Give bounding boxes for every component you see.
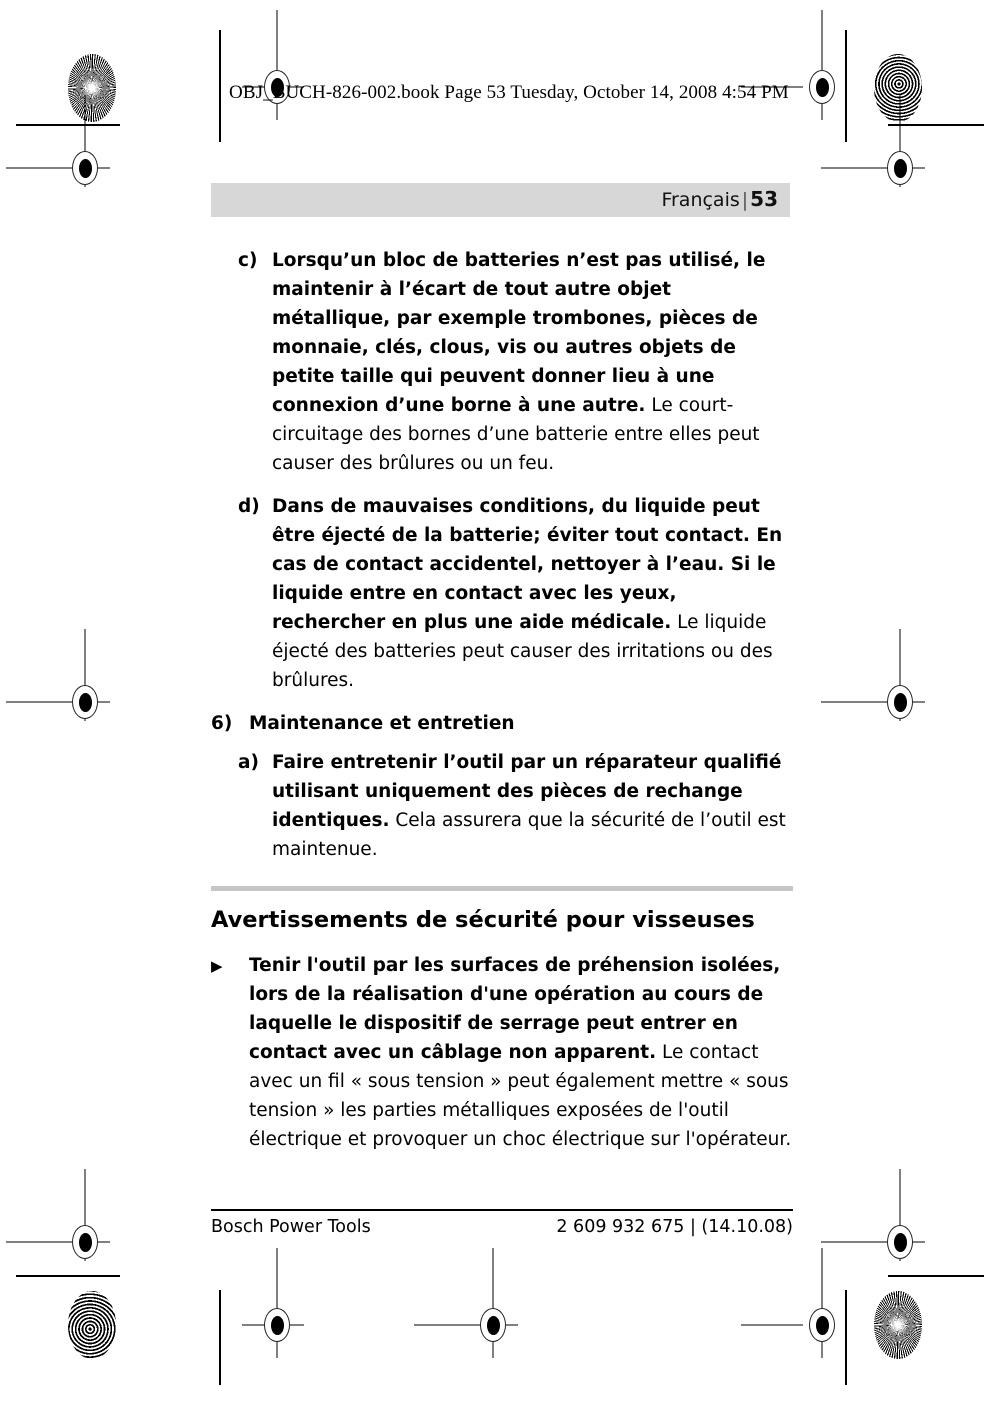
list-item-bold-text: Lorsqu’un bloc de batteries n’est pas utilisé, le maintenir à l’écart de tout autre objet métallique, par exemple trombones, pièces de monnaie, clés, clous, vis ou autres objets de petite taille qui peuvent donner lieu à une connexion d’une borne à une autre. [272, 250, 766, 416]
list-item-marker: 6) [211, 713, 233, 734]
list-item-body [211, 709, 793, 738]
page-footer [211, 1209, 793, 1237]
page-header-band [211, 183, 790, 217]
triangle-bullet-icon: ▶ [211, 957, 223, 975]
footer-row [211, 1217, 793, 1237]
list-item-marker: a) [238, 752, 259, 773]
list-item-marker: d) [238, 496, 260, 517]
page-header-text [661, 187, 778, 211]
list-item-regular-text: Le liquide éjecté des batteries peut causer des irritations ou des brûlures. [272, 612, 773, 691]
warning-bullet-regular-text: Le contact avec un fil « sous tension » peut également mettre « sous tension » les parties métalliques exposées de l'outil électrique et provoquer un choc électrique sur l'opérateur. [249, 1042, 792, 1150]
list-item-bold-text: Faire entretenir l’outil par un réparateur qualifié utilisant uniquement des pièces de rechange identiques. [272, 752, 782, 831]
section-title: Avertissements de sécurité pour visseuses [211, 907, 755, 933]
warning-bullet-bold-text: Tenir l'outil par les surfaces de préhension isolées, lors de la réalisation d'une opération au cours de laquelle le dispositif de serrage peut entrer en contact avec un câblage non apparent. [249, 955, 781, 1063]
page-content [211, 246, 793, 1168]
list-item-bold-text: Dans de mauvaises conditions, du liquide peut être éjecté de la batterie; éviter tout contact. En cas de contact accidentel, nettoyer à l’eau. Si le liquide entre en contact avec les yeux, rechercher en plus une aide médicale. [272, 496, 783, 633]
list-item-body [211, 748, 793, 864]
list-item-body [211, 246, 793, 478]
list-item-marker: c) [238, 250, 258, 271]
list-item [211, 709, 793, 738]
page-number: 53 [750, 187, 778, 211]
list-item-regular-text: Le court-circuitage des bornes d’une batterie entre elles peut causer des brûlures ou un feu. [272, 395, 760, 474]
running-head-filename: OBJ_BUCH-826-002.book Page 53 Tuesday, October 14, 2008 4:54 PM [229, 82, 789, 103]
warning-bullet-body [211, 951, 793, 1154]
list-item [211, 492, 793, 695]
list-item [211, 748, 793, 864]
list-item [211, 246, 793, 478]
header-language-label: Français [661, 189, 740, 211]
header-separator: | [741, 189, 749, 211]
list-item-regular-text: Cela assurera que la sécurité de l’outil est maintenue. [272, 810, 786, 860]
warning-bullet-item [211, 951, 793, 1154]
list-item-bold-text: Maintenance et entretien [249, 713, 515, 734]
footer-rule [211, 1209, 793, 1211]
list-item-body [211, 492, 793, 695]
section-divider-rule [211, 886, 793, 891]
footer-document-code: 2 609 932 675 | (14.10.08) [556, 1217, 793, 1237]
footer-company-name: Bosch Power Tools [211, 1217, 371, 1237]
